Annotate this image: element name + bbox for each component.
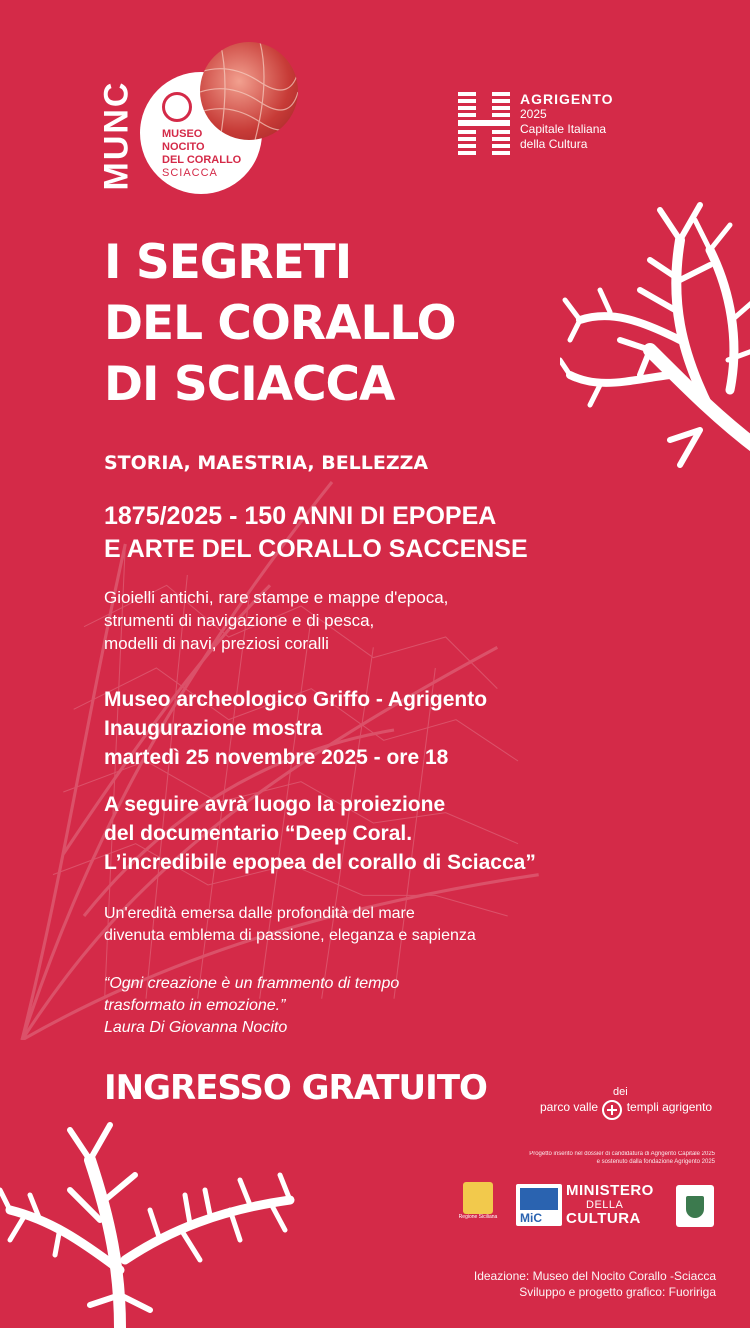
museum-city: SCIACCA bbox=[162, 167, 218, 179]
free-entry-heading: INGRESSO GRATUITO bbox=[104, 1068, 487, 1108]
coral-branch-icon bbox=[0, 1120, 300, 1328]
coral-photo-texture bbox=[200, 42, 298, 140]
agrigento-city: AGRIGENTO bbox=[520, 91, 614, 107]
regione-siciliana-caption: Regione Siciliana bbox=[458, 1214, 498, 1220]
ministero-cultura-logo bbox=[566, 1184, 654, 1226]
mic-text: MiC bbox=[520, 1211, 542, 1225]
museum-name bbox=[162, 128, 241, 180]
screening-info bbox=[104, 790, 536, 877]
coral-branch-icon bbox=[560, 190, 750, 480]
museum-name-line: NOCITO bbox=[162, 141, 205, 153]
venue-line: Inaugurazione mostra bbox=[104, 717, 323, 740]
credits bbox=[400, 1268, 716, 1300]
anniversary-line: E ARTE DEL CORALLO SACCENSE bbox=[104, 535, 528, 563]
exhibit-description bbox=[104, 586, 448, 655]
della-text: DELLA bbox=[586, 1199, 624, 1211]
venue-info bbox=[104, 685, 487, 772]
title-line: DI SCIACCA bbox=[104, 357, 395, 412]
description-line: strumenti di navigazione e di pesca, bbox=[104, 611, 375, 630]
credits-line: Ideazione: Museo del Nocito Corallo -Sciacca bbox=[473, 1269, 716, 1283]
page-title bbox=[104, 232, 456, 415]
regione-siciliana-logo bbox=[458, 1182, 498, 1224]
venue-line: martedì 25 novembre 2025 - ore 18 bbox=[104, 746, 449, 769]
quote-line: “Ogni creazione è un frammento di tempo bbox=[104, 975, 400, 992]
mic-emblem-icon bbox=[520, 1188, 558, 1210]
title-line: I SEGRETI bbox=[104, 235, 352, 290]
park-logo-icon bbox=[601, 1096, 623, 1120]
description-line: Gioielli antichi, rare stampe e mappe d'epoca, bbox=[104, 588, 449, 607]
heritage-line: Un'eredità emersa dalle profondità del mare bbox=[104, 905, 415, 922]
quote bbox=[104, 973, 399, 1039]
quote-line: trasformato in emozione.” bbox=[104, 997, 286, 1014]
agrigento-tagline: Capitale Italiana bbox=[520, 122, 607, 136]
heritage-line: divenuta emblema di passione, eleganza e sapienza bbox=[104, 927, 476, 944]
quote-author: Laura Di Giovanna Nocito bbox=[104, 1019, 288, 1036]
anniversary-heading bbox=[104, 500, 528, 566]
mic-logo bbox=[516, 1184, 562, 1226]
title-line: DEL CORALLO bbox=[104, 296, 456, 351]
park-logo-left: parco valle bbox=[540, 1100, 599, 1115]
screening-line: del documentario “Deep Coral. bbox=[104, 822, 413, 845]
venue-line: Museo archeologico Griffo - Agrigento bbox=[104, 688, 488, 711]
coral-photo-circle bbox=[200, 42, 298, 140]
museum-name-line: DEL CORALLO bbox=[162, 154, 242, 166]
comune-stemma-logo bbox=[676, 1185, 714, 1227]
agrigento-year: 2025 bbox=[520, 107, 547, 121]
park-logo bbox=[540, 1096, 712, 1120]
museum-name-line: MUSEO bbox=[162, 128, 203, 140]
heritage-text bbox=[104, 903, 476, 947]
munc-text: MUNC bbox=[97, 80, 136, 190]
regione-siciliana-emblem-icon bbox=[463, 1182, 493, 1214]
screening-line: A seguire avrà luogo la proiezione bbox=[104, 793, 446, 816]
museum-emblem-icon bbox=[162, 92, 192, 122]
cultura-text: CULTURA bbox=[566, 1210, 641, 1227]
ministero-text: MINISTERO bbox=[566, 1182, 654, 1199]
coat-of-arms-icon bbox=[686, 1196, 704, 1218]
agrigento-2025-logo-icon bbox=[458, 92, 510, 158]
project-note-line: Progetto inserito nel dossier di candidatura di Agrigento Capitale 2025 bbox=[529, 1151, 715, 1157]
park-logo-dei: dei bbox=[613, 1086, 628, 1098]
project-note-line: e sostenuto dalla fondazione Agrigento 2025 bbox=[596, 1159, 715, 1165]
credits-line: Sviluppo e progetto grafico: Fuoririga bbox=[519, 1285, 716, 1299]
park-logo-right: templi agrigento bbox=[626, 1100, 713, 1115]
subtitle: STORIA, MAESTRIA, BELLEZZA bbox=[104, 452, 429, 474]
anniversary-line: 1875/2025 - 150 ANNI DI EPOPEA bbox=[104, 502, 497, 530]
screening-line: L’incredibile epopea del corallo di Sciacca” bbox=[104, 851, 536, 874]
project-note bbox=[440, 1150, 715, 1166]
agrigento-2025-text bbox=[520, 92, 614, 152]
agrigento-tagline: della Cultura bbox=[520, 137, 588, 151]
munc-logo bbox=[92, 70, 142, 200]
description-line: modelli di navi, preziosi coralli bbox=[104, 634, 329, 653]
